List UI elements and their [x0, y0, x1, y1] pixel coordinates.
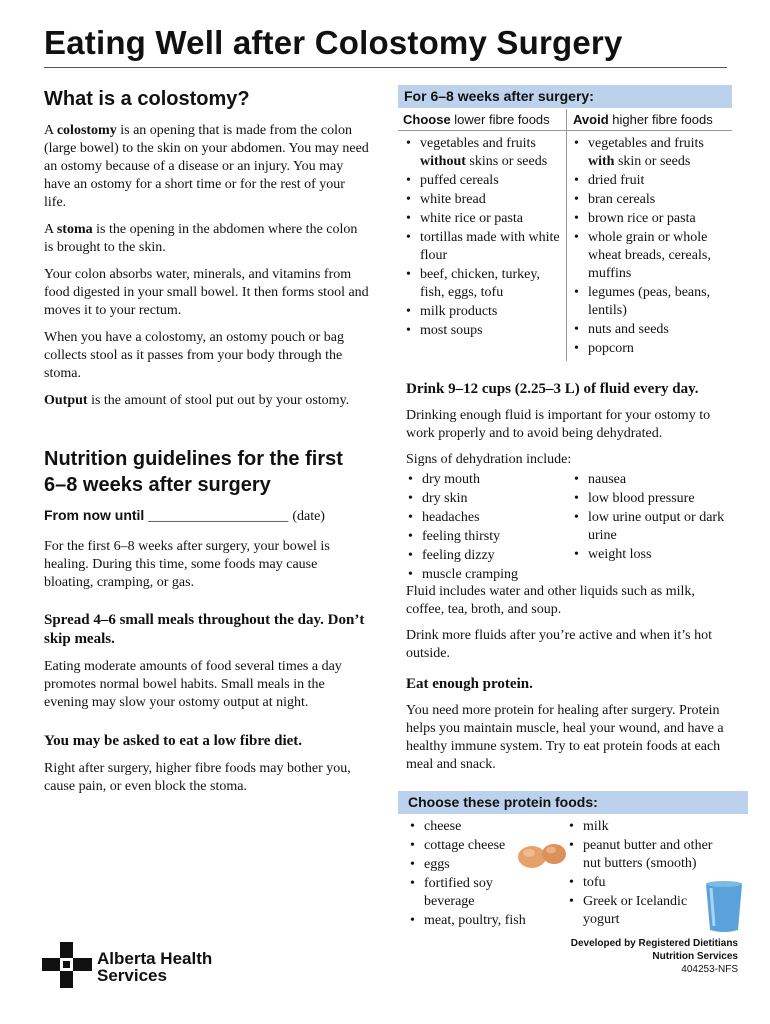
- footer-line1: Developed by Registered Dietitians: [570, 938, 738, 949]
- footer-line2: Nutrition Services: [652, 951, 738, 962]
- choose-header: Choose lower fibre foods: [403, 112, 550, 127]
- from-now-line: From now until ____________________ (date): [44, 507, 325, 524]
- footer: [478, 937, 738, 976]
- fluid-section: [406, 380, 728, 774]
- list-item: • milk: [567, 818, 727, 836]
- list-item: • tortillas made with white flour: [404, 229, 562, 265]
- list-item: • eggs: [408, 856, 528, 874]
- protein-heading: Eat enough protein.: [406, 676, 533, 692]
- what-p1: A colostomy is an opening that is made from the colon (large bowel) to the skin on your abdomen. You may need an ostomy because of a disease or an injury. You may have an ostomy for a short time or for the rest of your life.: [44, 123, 369, 210]
- list-item: • dried fruit: [572, 172, 728, 190]
- list-item: • nausea: [572, 471, 728, 489]
- list-item: • dry skin: [406, 490, 566, 508]
- avoid-list: [572, 135, 728, 359]
- fluid-p3: Drink more fluids after you’re active and when it’s hot outside.: [406, 628, 712, 661]
- list-item: • legumes (peas, beans, lentils): [572, 284, 728, 320]
- ahs-logo-text: Alberta Health Services: [97, 949, 213, 985]
- list-item: • vegetables and fruits without skins or seeds: [404, 135, 562, 171]
- what-p2: A stoma is the opening in the abdomen where the colon is brought to the skin.: [44, 222, 358, 255]
- list-item: • bran cereals: [572, 191, 728, 209]
- list-item: • tofu: [567, 874, 727, 892]
- fibre-table-header: [398, 109, 732, 131]
- what-p4: When you have a colostomy, an ostomy pouch or bag collects stool as it passes from your body through the stoma.: [44, 330, 345, 381]
- list-item: • vegetables and fruits with skin or seeds: [572, 135, 728, 171]
- list-item: • milk products: [404, 303, 562, 321]
- list-item: • cheese: [408, 818, 528, 836]
- list-item: • headaches: [406, 509, 566, 527]
- protein-bar: Choose these protein foods:: [398, 791, 748, 814]
- list-item: • cottage cheese: [408, 837, 528, 855]
- list-item: • white rice or pasta: [404, 210, 562, 228]
- fibre-table-bar: For 6–8 weeks after surgery:: [398, 85, 732, 108]
- list-item: • popcorn: [572, 340, 728, 358]
- fluid-p1: Drinking enough fluid is important for your ostomy to work properly and to avoid being dehydrated.: [406, 408, 711, 441]
- ahs-logo: [42, 938, 213, 990]
- list-item: • beef, chicken, turkey, fish, eggs, tofu: [404, 266, 562, 302]
- what-p5: Output is the amount of stool put out by your ostomy.: [44, 393, 350, 408]
- ahs-logo-icon: [42, 942, 92, 988]
- list-item: • puffed cereals: [404, 172, 562, 190]
- list-item: • meat, poultry, fish: [408, 912, 528, 930]
- signs-right-list: [572, 471, 728, 565]
- meals-heading: Spread 4–6 small meals throughout the day. Don’t skip meals.: [44, 612, 365, 647]
- list-item: • feeling dizzy: [406, 547, 566, 565]
- list-item: • nuts and seeds: [572, 321, 728, 339]
- fluid-heading: Drink 9–12 cups (2.25–3 L) of fluid every day.: [406, 381, 699, 397]
- glass-of-milk-image: [703, 878, 745, 934]
- protein-left-list: [408, 818, 528, 931]
- what-section: [44, 122, 369, 410]
- list-item: • dry mouth: [406, 471, 566, 489]
- list-item: • peanut butter and other nut butters (smooth): [567, 837, 727, 873]
- list-item: • muscle cramping: [406, 566, 566, 584]
- list-item: • whole grain or whole wheat breads, cereals, muffins: [572, 229, 728, 283]
- list-item: • low urine output or dark urine: [572, 509, 728, 545]
- list-item: • brown rice or pasta: [572, 210, 728, 228]
- meals-p: Eating moderate amounts of food several times a day promotes normal bowel habits. Small meals in the evening may slow your ostomy output at night.: [44, 659, 342, 710]
- choose-list: [404, 135, 562, 341]
- page-title: Eating Well after Colostomy Surgery: [44, 24, 623, 61]
- fibre-table-divider: [566, 109, 567, 361]
- footer-code: 404253-NFS: [681, 964, 738, 975]
- fibre-p: Right after surgery, higher fibre foods may bother you, cause pain, or even block the stoma.: [44, 761, 351, 794]
- fluid-p2: Fluid includes water and other liquids such as milk, coffee, tea, broth, and soup.: [406, 584, 695, 617]
- fibre-heading: You may be asked to eat a low fibre diet.: [44, 733, 303, 749]
- list-item: • white bread: [404, 191, 562, 209]
- signs-label: Signs of dehydration include:: [406, 452, 572, 467]
- eggs-image: [510, 836, 570, 872]
- nutrition-heading: Nutrition guidelines for the first 6–8 weeks after surgery: [44, 448, 343, 496]
- nutrition-p1: For the first 6–8 weeks after surgery, your bowel is healing. During this time, some foods may cause bloating, cramping, or gas.: [44, 539, 330, 590]
- signs-left-list: [406, 471, 566, 585]
- list-item: • low blood pressure: [572, 490, 728, 508]
- what-p3: Your colon absorbs water, minerals, and vitamins from food digested in your small bowel. It then forms stool and moves it to your rectum.: [44, 267, 369, 318]
- protein-p1: You need more protein for healing after surgery. Protein helps you maintain muscle, heal your wound, and have a healthy immune system. Try to eat protein foods at each meal and snack.: [406, 703, 724, 772]
- list-item: • Greek or Icelandic yogurt: [567, 893, 727, 929]
- title-divider: [44, 67, 727, 68]
- list-item: • feeling thirsty: [406, 528, 566, 546]
- list-item: • fortified soy beverage: [408, 875, 528, 911]
- what-heading: What is a colostomy?: [44, 88, 250, 110]
- list-item: • weight loss: [572, 546, 728, 564]
- date-blank[interactable]: ____________________: [148, 509, 289, 524]
- avoid-header: Avoid higher fibre foods: [573, 112, 713, 127]
- nutrition-section: [44, 538, 369, 796]
- list-item: • most soups: [404, 322, 562, 340]
